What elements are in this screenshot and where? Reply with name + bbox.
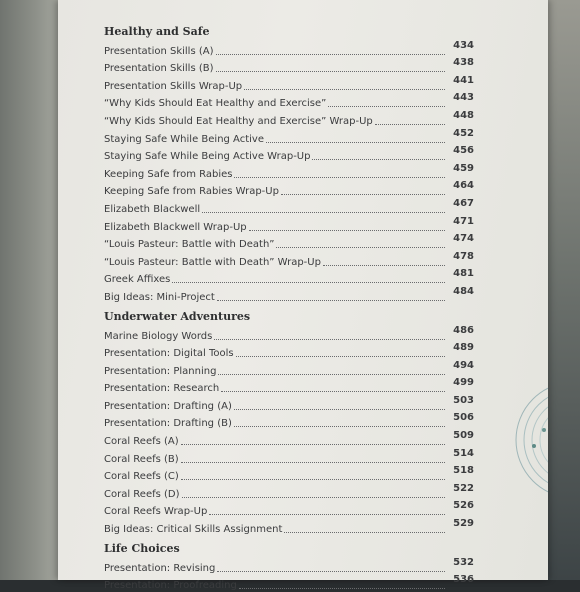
entry-title: Coral Reefs (B) <box>104 453 179 465</box>
toc-entry <box>104 448 474 466</box>
toc-entry <box>104 110 474 128</box>
entry-page-number: 499 <box>453 377 474 389</box>
entry-page-number: 526 <box>453 500 474 512</box>
dot-leader <box>281 194 445 195</box>
dot-leader <box>216 71 445 72</box>
entry-title: Coral Reefs (D) <box>104 488 180 500</box>
decorative-circles-icon <box>514 360 548 520</box>
toc-entry <box>104 163 474 181</box>
toc-entry <box>104 234 474 252</box>
dot-leader <box>328 106 445 107</box>
toc-entry <box>104 198 474 216</box>
entry-title: Presentation: Drafting (B) <box>104 418 232 430</box>
entry-title: Keeping Safe from Rabies Wrap-Up <box>104 186 279 198</box>
dot-leader <box>181 462 445 463</box>
entry-page-number: 441 <box>453 74 474 86</box>
toc-entry <box>104 75 474 93</box>
entry-page-number: 494 <box>453 359 474 371</box>
dot-leader <box>234 426 445 427</box>
toc-entry <box>104 58 474 76</box>
entry-page-number: 518 <box>453 465 474 477</box>
entry-title: Presentation Skills Wrap-Up <box>104 80 243 92</box>
book-page <box>58 0 548 592</box>
entry-page-number: 464 <box>453 180 474 192</box>
entry-page-number: 509 <box>453 430 474 442</box>
entry-page-number: 448 <box>453 109 474 121</box>
entry-page-number: 452 <box>453 127 474 139</box>
dot-leader <box>375 124 445 125</box>
entry-title: Big Ideas: Mini-Project <box>104 291 215 303</box>
toc-entry <box>104 378 474 396</box>
entry-title: Marine Biology Words <box>104 330 213 342</box>
entry-title: Elizabeth Blackwell Wrap-Up <box>104 221 247 233</box>
toc-entry <box>104 216 474 234</box>
entry-title: Staying Safe While Being Active Wrap-Up <box>104 151 311 163</box>
entry-page-number: 471 <box>453 215 474 227</box>
toc-entry <box>104 146 474 164</box>
entry-page-number: 522 <box>453 482 474 494</box>
entry-page-number: 484 <box>453 285 474 297</box>
entry-page-number: 467 <box>453 197 474 209</box>
dot-leader <box>209 514 445 515</box>
toc-entry <box>104 575 474 592</box>
entry-title: Greek Affixes <box>104 274 171 286</box>
entry-title: Presentation: Drafting (A) <box>104 400 232 412</box>
entry-page-number: 489 <box>453 342 474 354</box>
toc-entry <box>104 343 474 361</box>
dot-leader <box>217 300 445 301</box>
dot-leader <box>244 89 445 90</box>
section-title: Underwater Adventures <box>104 309 251 323</box>
dot-leader <box>221 391 445 392</box>
entry-page-number: 503 <box>453 394 474 406</box>
entry-title: Presentation Skills (B) <box>104 63 214 75</box>
dot-leader <box>234 409 445 410</box>
entry-page-number: 486 <box>453 324 474 336</box>
dot-leader <box>234 177 445 178</box>
toc-entry <box>104 181 474 199</box>
dot-leader <box>239 588 445 589</box>
entry-title: Presentation: Digital Tools <box>104 348 234 360</box>
toc-entry <box>104 518 474 536</box>
entry-page-number: 478 <box>453 250 474 262</box>
dot-leader <box>181 479 445 480</box>
entry-title: “Why Kids Should Eat Healthy and Exercise” <box>104 98 327 110</box>
dot-leader <box>236 356 445 357</box>
toc-section-underwater-adventures <box>104 309 474 536</box>
entry-title: Presentation Skills (A) <box>104 45 214 57</box>
toc-entry <box>104 466 474 484</box>
entry-title: Presentation: Revising <box>104 562 216 574</box>
toc-entry <box>104 483 474 501</box>
entry-page-number: 434 <box>453 39 474 51</box>
dot-leader <box>216 54 446 55</box>
entry-page-number: 529 <box>453 518 474 530</box>
toc-entry <box>104 40 474 58</box>
dot-leader <box>218 374 445 375</box>
dot-leader <box>323 265 445 266</box>
entry-title: Big Ideas: Critical Skills Assignment <box>104 524 283 536</box>
toc-entry <box>104 413 474 431</box>
toc-entry <box>104 557 474 575</box>
background-surface-left <box>0 0 62 580</box>
dot-leader <box>181 444 445 445</box>
dot-leader <box>249 230 445 231</box>
entry-page-number: 506 <box>453 412 474 424</box>
entry-page-number: 532 <box>453 556 474 568</box>
toc-entry <box>104 93 474 111</box>
entry-title: “Louis Pasteur: Battle with Death” Wrap-Up <box>104 256 321 268</box>
entry-title: Staying Safe While Being Active <box>104 133 264 145</box>
entry-page-number: 456 <box>453 145 474 157</box>
dot-leader <box>202 212 445 213</box>
toc-entry <box>104 395 474 413</box>
section-title: Life Choices <box>104 542 180 556</box>
entry-page-number: 443 <box>453 92 474 104</box>
section-title: Healthy and Safe <box>104 25 210 38</box>
dot-leader <box>214 339 445 340</box>
entry-title: Presentation: Proofreading <box>104 580 237 592</box>
entry-title: Presentation: Planning <box>104 365 217 377</box>
entry-title: “Why Kids Should Eat Healthy and Exercise” Wrap-Up <box>104 115 373 127</box>
entry-page-number: 536 <box>453 574 474 586</box>
toc-section-life-choices <box>104 541 474 592</box>
toc-entry <box>104 286 474 304</box>
entry-title: Coral Reefs Wrap-Up <box>104 506 208 518</box>
entry-page-number: 438 <box>453 57 474 69</box>
toc-entry <box>104 430 474 448</box>
dot-leader <box>172 282 445 283</box>
dot-leader <box>284 532 445 533</box>
entry-title: Keeping Safe from Rabies <box>104 168 233 180</box>
entry-page-number: 481 <box>453 268 474 280</box>
entry-page-number: 474 <box>453 233 474 245</box>
toc-entry <box>104 501 474 519</box>
toc-entry <box>104 360 474 378</box>
entry-page-number: 514 <box>453 447 474 459</box>
toc-entry <box>104 128 474 146</box>
entry-title: “Louis Pasteur: Battle with Death” <box>104 239 275 251</box>
dot-leader <box>217 571 445 572</box>
entry-title: Coral Reefs (A) <box>104 436 179 448</box>
entry-title: Coral Reefs (C) <box>104 471 179 483</box>
dot-leader <box>266 142 445 143</box>
toc-entry <box>104 251 474 269</box>
entry-page-number: 459 <box>453 162 474 174</box>
toc-entry <box>104 269 474 287</box>
entry-title: Presentation: Research <box>104 383 220 395</box>
entry-title: Elizabeth Blackwell <box>104 203 201 215</box>
dot-leader <box>312 159 445 160</box>
toc-section-healthy-and-safe <box>104 24 474 304</box>
dot-leader <box>276 247 445 248</box>
dot-leader <box>182 497 445 498</box>
table-of-contents <box>104 20 474 592</box>
toc-entry <box>104 325 474 343</box>
